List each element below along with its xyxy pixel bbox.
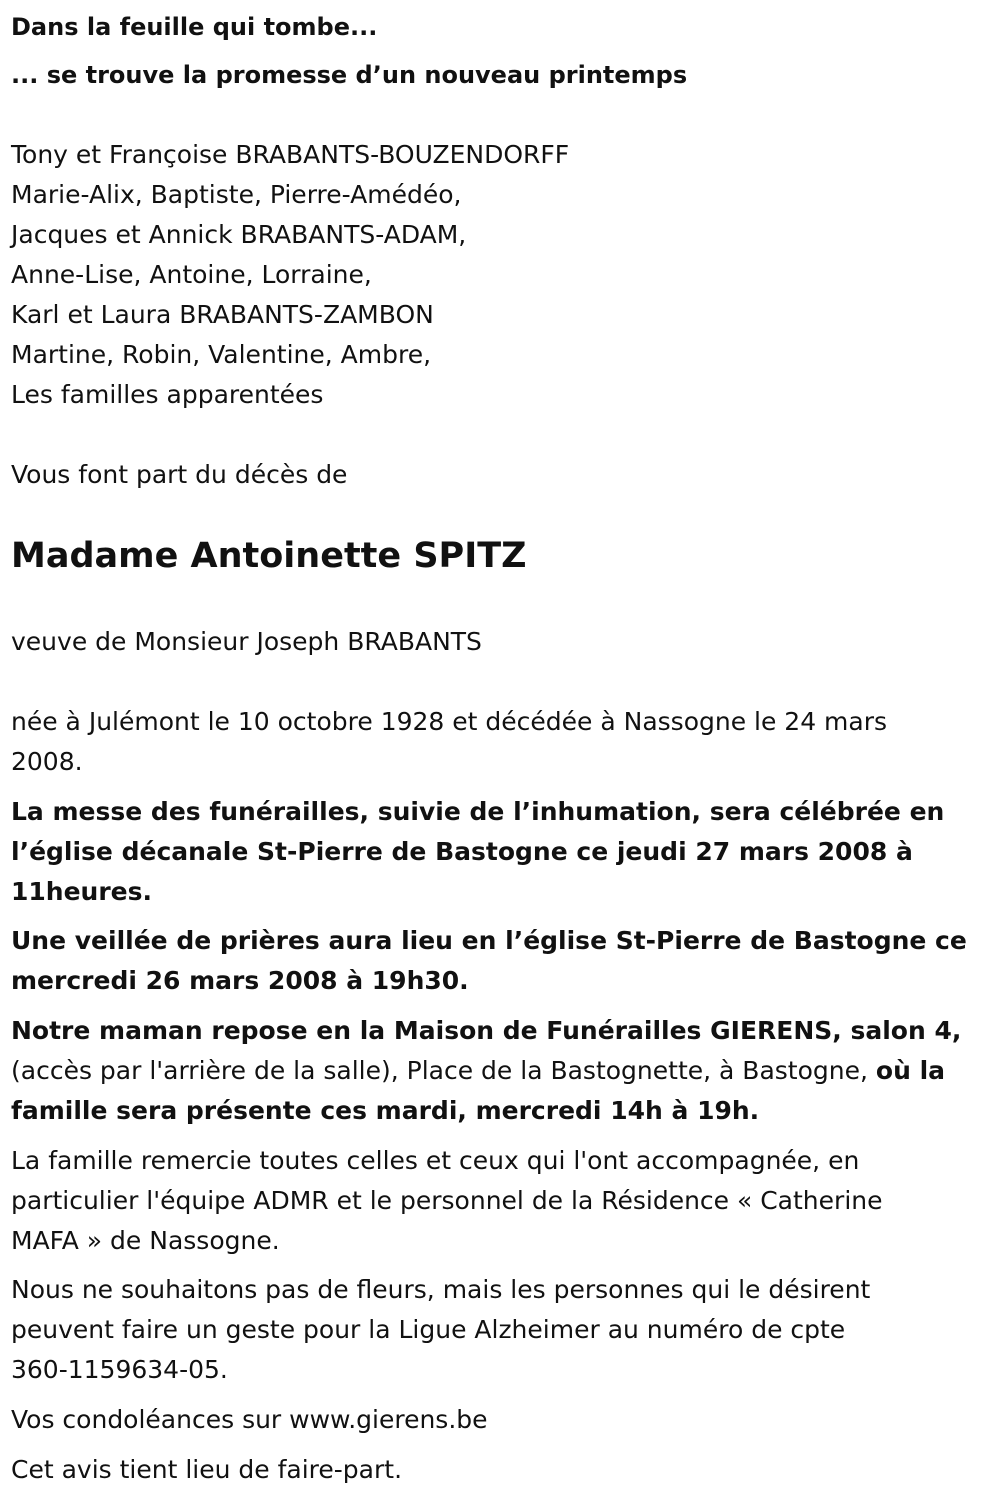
flowers-text bbox=[11, 1270, 870, 1390]
vigil-line-2: mercredi 26 mars 2008 à 19h30. bbox=[11, 966, 469, 995]
rest-line-3: famille sera présente ces mardi, mercredi 14h à 19h. bbox=[11, 1096, 760, 1125]
mass-line-2: l’église décanale St-Pierre de Bastogne ce jeudi 27 mars 2008 à bbox=[11, 837, 913, 866]
flowers-line-3: 360-1159634-05. bbox=[11, 1355, 228, 1384]
thanks-line-2: particulier l'équipe ADMR et le personnel de la Résidence « Catherine bbox=[11, 1186, 883, 1215]
family-list bbox=[11, 135, 569, 415]
thanks-text bbox=[11, 1141, 882, 1261]
thanks-line-3: MAFA » de Nassogne. bbox=[11, 1226, 280, 1255]
vigil-line-1: Une veillée de prières aura lieu en l’église St-Pierre de Bastogne ce bbox=[11, 926, 967, 955]
mass-line-1: La messe des funérailles, suivie de l’inhumation, sera célébrée en bbox=[11, 797, 945, 826]
family-line: Martine, Robin, Valentine, Ambre, bbox=[11, 340, 432, 369]
birth-death-text bbox=[11, 702, 887, 782]
family-line: Jacques et Annick BRABANTS-ADAM, bbox=[11, 220, 467, 249]
birth-line-2: 2008. bbox=[11, 747, 83, 776]
header-quote bbox=[11, 12, 687, 90]
family-line: Tony et Françoise BRABANTS-BOUZENDORFF bbox=[11, 140, 570, 169]
header-line-1: Dans la feuille qui tombe... bbox=[11, 13, 378, 41]
notice-text: Cet avis tient lieu de faire-part. bbox=[11, 1455, 403, 1484]
rest-line-2-bold: où la bbox=[875, 1056, 946, 1085]
birth-line-1: née à Julémont le 10 octobre 1928 et décédée à Nassogne le 24 mars bbox=[11, 707, 888, 736]
funeral-mass-text bbox=[11, 792, 944, 912]
announcement: Vous font part du décès de bbox=[11, 460, 348, 489]
header-line-2: ... se trouve la promesse d’un nouveau printemps bbox=[11, 61, 688, 89]
family-line: Karl et Laura BRABANTS-ZAMBON bbox=[11, 300, 434, 329]
vigil-text bbox=[11, 921, 967, 1001]
rest-line-2-normal: (accès par l'arrière de la salle), Place de la Bastognette, à Bastogne, bbox=[11, 1056, 868, 1085]
family-line: Marie-Alix, Baptiste, Pierre-Amédéo, bbox=[11, 180, 462, 209]
resting-place-text bbox=[11, 1011, 961, 1131]
flowers-line-1: Nous ne souhaitons pas de fleurs, mais les personnes qui le désirent bbox=[11, 1275, 871, 1304]
rest-line-1: Notre maman repose en la Maison de Funérailles GIERENS, salon 4, bbox=[11, 1016, 962, 1045]
mass-line-3: 11heures. bbox=[11, 877, 153, 906]
flowers-line-2: peuvent faire un geste pour la Ligue Alzheimer au numéro de cpte bbox=[11, 1315, 846, 1344]
thanks-line-1: La famille remercie toutes celles et ceux qui l'ont accompagnée, en bbox=[11, 1146, 860, 1175]
family-line: Les familles apparentées bbox=[11, 380, 324, 409]
deceased-name: Madame Antoinette SPITZ bbox=[11, 536, 527, 576]
family-line: Anne-Lise, Antoine, Lorraine, bbox=[11, 260, 372, 289]
rest-line-2 bbox=[11, 1051, 961, 1091]
condolences-text: Vos condoléances sur www.gierens.be bbox=[11, 1405, 488, 1434]
widow-line: veuve de Monsieur Joseph BRABANTS bbox=[11, 627, 482, 656]
